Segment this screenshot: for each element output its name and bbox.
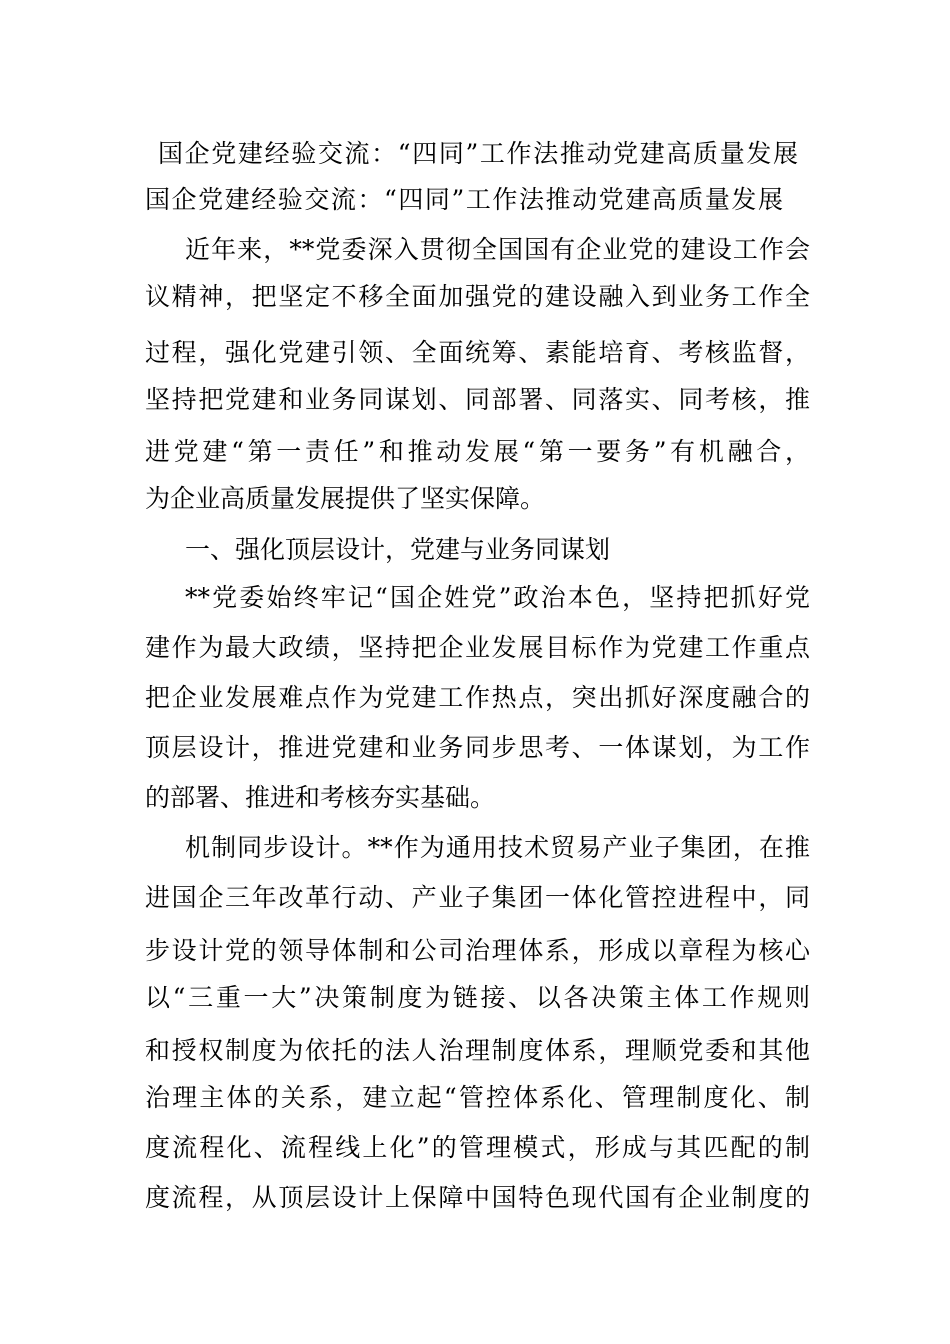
section-paragraph-line: 的部署、推进和考核夯实基础。 [145, 783, 496, 812]
subsection-paragraph-line: 机制同步设计。**作为通用技术贸易产业子集团，在推 [185, 833, 810, 862]
subsection-paragraph-line: 和授权制度为依托的法人治理制度体系，理顺党委和其他 [145, 1036, 810, 1065]
section-paragraph-line: 建作为最大政绩，坚持把企业发展目标作为党建工作重点 [145, 633, 810, 662]
intro-line: 近年来，**党委深入贯彻全国国有企业党的建设工作会 [185, 235, 810, 264]
subsection-paragraph-line: 度流程化、流程线上化”的管理模式，形成与其匹配的制 [145, 1133, 810, 1162]
subsection-paragraph-line: 步设计党的领导体制和公司治理体系，形成以章程为核心 [145, 936, 810, 965]
document-title-line-2: 国企党建经验交流：“四同”工作法推动党建高质量发展 [145, 185, 783, 214]
intro-line: 进党建“第一责任”和推动发展“第一要务”有机融合， [145, 437, 810, 466]
subsection-paragraph-line: 治理主体的关系，建立起“管控体系化、管理制度化、制 [145, 1083, 810, 1112]
subsection-paragraph-line: 以“三重一大”决策制度为链接、以各决策主体工作规则 [145, 983, 810, 1012]
document-title-line-1: 国企党建经验交流：“四同”工作法推动党建高质量发展 [158, 139, 798, 168]
section-paragraph-line: **党委始终牢记“国企姓党”政治本色，坚持把抓好党 [185, 583, 810, 612]
intro-line: 议精神，把坚定不移全面加强党的建设融入到业务工作全 [145, 282, 810, 311]
intro-line: 为企业高质量发展提供了坚实保障。 [145, 484, 546, 513]
subsection-paragraph-line: 进国企三年改革行动、产业子集团一体化管控进程中，同 [145, 883, 810, 912]
section-paragraph-line: 把企业发展难点作为党建工作热点，突出抓好深度融合的 [145, 683, 810, 712]
intro-line: 坚持把党建和业务同谋划、同部署、同落实、同考核，推 [145, 385, 810, 414]
section-paragraph-line: 顶层设计，推进党建和业务同步思考、一体谋划，为工作 [145, 733, 810, 762]
section-heading: 一、强化顶层设计，党建与业务同谋划 [185, 535, 611, 564]
subsection-paragraph-line: 度流程，从顶层设计上保障中国特色现代国有企业制度的 [145, 1183, 810, 1212]
intro-line: 过程，强化党建引领、全面统筹、素能培育、考核监督， [145, 338, 810, 367]
